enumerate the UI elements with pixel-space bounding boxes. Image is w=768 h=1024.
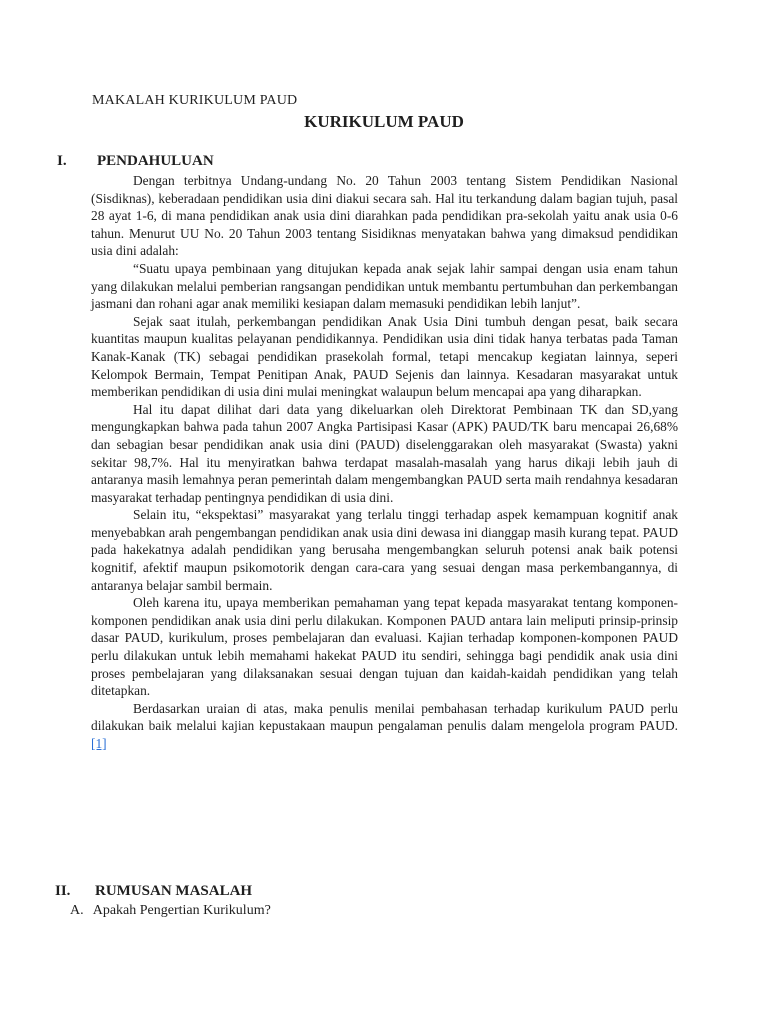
section-title: PENDAHULUAN (97, 153, 214, 169)
section-body (91, 172, 678, 753)
quote-paragraph: “Suatu upaya pembinaan yang ditujukan kepada anak sejak lahir sampai dengan usia enam tahun yang dilakukan melalui pemberian rangsangan pendidikan untuk membantu pertumbuhan dan perkembangan jasmani dan rohani agar anak memiliki kesiapan dalam memasuki pendidikan lebih lanjut”. (91, 260, 678, 312)
list-letter: A. (70, 903, 84, 918)
section-number: II. (55, 883, 71, 899)
section-number: I. (57, 153, 67, 169)
paragraph-6: Oleh karena itu, upaya memberikan pemahaman yang tepat kepada masyarakat tentang komponen-komponen pendidikan anak usia dini perlu dilakukan. Komponen PAUD antara lain meliputi prinsip-prinsip dasar PAUD, kurikulum, proses pembelajaran dan evaluasi. Kajian terhadap komponen-komponen PAUD perlu dilakukan untuk lebih memahami hakekat PAUD itu sendiri, sehingga bagi pendidik anak usia dini proses pembelajaran yang dilaksanakan sesuai dengan tujuan dan kaidah-kaidah pendidikan yang telah ditetapkan. (91, 595, 678, 699)
list-item (70, 903, 271, 919)
document-title: KURIKULUM PAUD (304, 112, 464, 131)
paragraph-7-text: Berdasarkan uraian di atas, maka penulis menilai pembahasan terhadap kurikulum PAUD perlu dilakukan baik melalui kajian kepustakaan maupun pengalaman penulis dalam mengelola program PAUD. (91, 700, 678, 734)
paragraph-4: Hal itu dapat dilihat dari data yang dikeluarkan oleh Direktorat Pembinaan TK dan SD,yang mengungkapkan bahwa pada tahun 2007 Angka Partisipasi Kasar (APK) PAUD/TK baru mencapai 26,68% dan sebagian besar pendidikan anak usia dini (PAUD) diselenggarakan oleh masyarakat (Swasta) yakni sekitar 98,7%. Hal itu menyiratkan bahwa terdapat masalah-masalah yang harus dikaji lebih jauh di antaranya masih lemahnya peran pemerintah dalam mengembangkan PAUD serta maih rendahnya kesadaran masyarakat terhadap pentingnya pendidikan di usia dini. (91, 401, 678, 505)
section-title: RUMUSAN MASALAH (95, 883, 253, 899)
paragraph-5: Selain itu, “ekspektasi” masyarakat yang terlalu tinggi terhadap aspek kemampuan kognitif anak menyebabkan arah pengembangan pendidikan anak usia dini dewasa ini dianggap masih kurang tepat. PAUD pada hakekatnya adalah pendidikan yang berusaha mengembangkan seluruh potensi anak baik potensi kognitif, afektif maupun psikomotorik dengan cara-cara yang sesuai dengan masa perkembangannya, di antaranya belajar sambil bermain. (91, 507, 678, 593)
document-header: MAKALAH KURIKULUM PAUD (92, 93, 298, 108)
paragraph-7 (91, 700, 678, 753)
footnote-link[interactable]: [1] (91, 736, 107, 751)
paragraph-1: Dengan terbitnya Undang-undang No. 20 Tahun 2003 tentang Sistem Pendidikan Nasional (Sisdiknas), keberadaan pendidikan usia dini diakui secara sah. Hal itu terkandung dalam bagian tujuh, pasal 28 ayat 1-6, di mana pendidikan anak usia dini diarahkan pada pendidikan pra-sekolah yaitu anak usia 0-6 tahun. Menurut UU No. 20 Tahun 2003 tentang Sisidiknas menyatakan bahwa yang dimaksud pendidikan usia dini adalah: (91, 173, 678, 259)
list-text: Apakah Pengertian Kurikulum? (92, 903, 271, 918)
paragraph-3: Sejak saat itulah, perkembangan pendidikan Anak Usia Dini tumbuh dengan pesat, baik secara kuantitas maupun kualitas pelayanan pendidikannya. Pendidikan usia dini tidak hanya terbatas pada Taman Kanak-Kanak (TK) sebagai pendidikan prasekolah formal, tetapi mencakup kegiatan lainnya, seperi Kelompok Bermain, Tempat Penitipan Anak, PAUD Sejenis dan lainnya. Kesadaran masyarakat untuk memberikan pendidikan di usia dini mulai meningkat walaupun belum mencapai apa yang diharapkan. (91, 313, 678, 400)
